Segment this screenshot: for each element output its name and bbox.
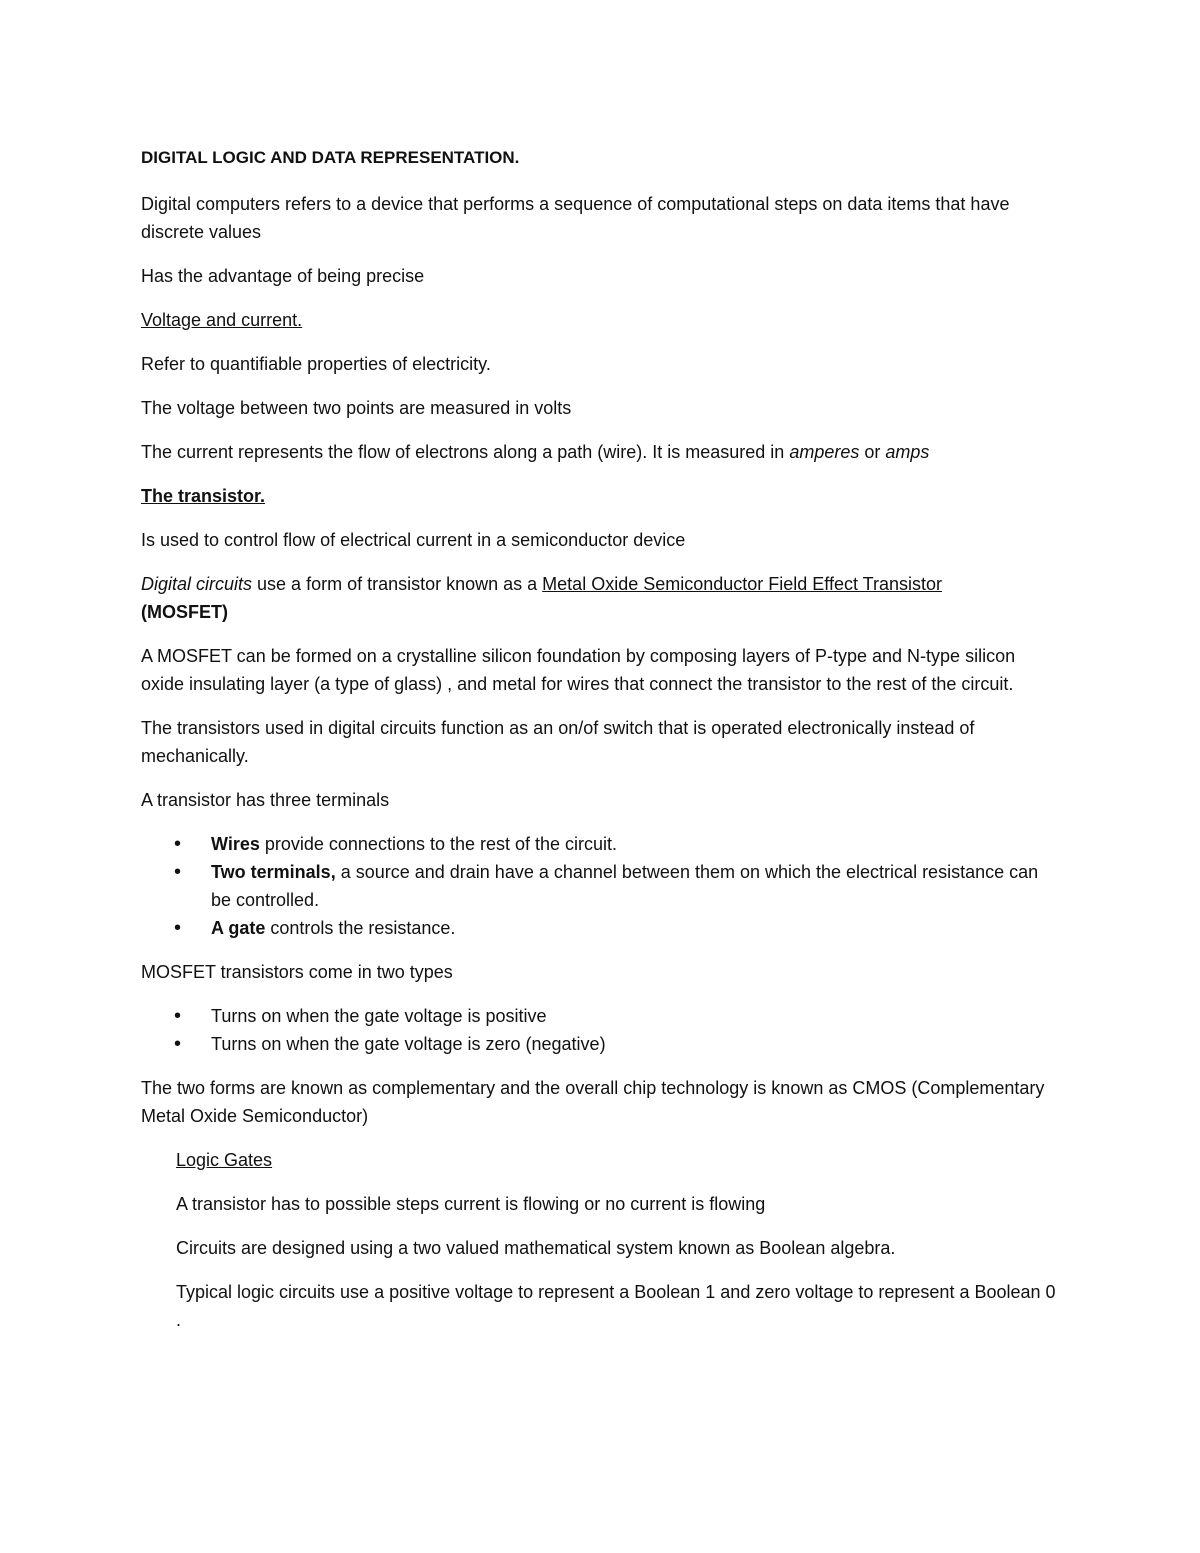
digital-circuits-term: Digital circuits	[141, 574, 253, 594]
mosfet-full-name: Metal Oxide Semiconductor Field Effect Transistor	[542, 574, 943, 594]
paragraph-digital-computers: Digital computers refers to a device that performs a sequence of computational steps on data items that have discrete values	[141, 194, 1010, 242]
logic-gates-section	[176, 1146, 1061, 1334]
list-item-text: provide connections to the rest of the circuit.	[259, 834, 618, 854]
document-title: DIGITAL LOGIC AND DATA REPRESENTATION.	[141, 148, 520, 167]
list-item-term: Wires	[211, 834, 260, 854]
paragraph-switch: The transistors used in digital circuits function as an on/of switch that is operated electronically instead of mechanically.	[141, 718, 975, 766]
paragraph-mosfet-formation: A MOSFET can be formed on a crystalline silicon foundation by composing layers of P-type and N-type silicon oxide insulating layer (a type of glass) , and metal for wires that connect the transistor to the rest of the circuit.	[141, 646, 1016, 694]
or-text: or	[859, 442, 886, 462]
paragraph-current	[141, 438, 1061, 466]
list-item-term: A gate	[211, 918, 266, 938]
paragraph-mosfet-intro	[141, 570, 1061, 626]
paragraph-logic-voltage: Typical logic circuits use a positive voltage to represent a Boolean 1 and zero voltage to represent a Boolean 0 .	[176, 1282, 1056, 1330]
mosfet-intro-text: use a form of transistor known as a	[252, 574, 543, 594]
terminals-list	[141, 830, 1061, 942]
current-text: The current represents the flow of electrons along a path (wire). It is measured in	[141, 442, 790, 462]
heading-logic-gates: Logic Gates	[176, 1150, 273, 1170]
paragraph-advantage: Has the advantage of being precise	[141, 266, 425, 286]
list-item-term: Two terminals,	[211, 862, 336, 882]
paragraph-transistor-use: Is used to control flow of electrical current in a semiconductor device	[141, 530, 686, 550]
list-item	[141, 914, 1061, 942]
paragraph-transistor-steps: A transistor has to possible steps current is flowing or no current is flowing	[176, 1194, 766, 1214]
paragraph-boolean-algebra: Circuits are designed using a two valued mathematical system known as Boolean algebra.	[176, 1238, 896, 1258]
paragraph-mosfet-types: MOSFET transistors come in two types	[141, 962, 453, 982]
list-item: • Turns on when the gate voltage is positive	[141, 1002, 1061, 1030]
types-list	[141, 1002, 1061, 1058]
heading-voltage-current: Voltage and current.	[141, 310, 303, 330]
list-item	[141, 830, 1061, 858]
list-item-text: controls the resistance.	[265, 918, 456, 938]
list-item: • Turns on when the gate voltage is zero (negative)	[141, 1030, 1061, 1058]
amperes-term: amperes	[789, 442, 860, 462]
amps-term: amps	[885, 442, 930, 462]
list-item	[141, 858, 1061, 914]
heading-transistor: The transistor.	[141, 486, 266, 506]
paragraph-three-terminals: A transistor has three terminals	[141, 790, 390, 810]
paragraph-quantifiable: Refer to quantifiable properties of electricity.	[141, 354, 491, 374]
document-body	[141, 144, 1061, 1350]
list-item-text: a source and drain have a channel between them on which the electrical resistance can be controlled.	[211, 862, 1039, 910]
mosfet-abbreviation: (MOSFET)	[141, 602, 228, 622]
paragraph-cmos: The two forms are known as complementary and the overall chip technology is known as CMOS (Complementary Metal Oxide Semiconductor)	[141, 1078, 1045, 1126]
paragraph-voltage: The voltage between two points are measured in volts	[141, 398, 572, 418]
